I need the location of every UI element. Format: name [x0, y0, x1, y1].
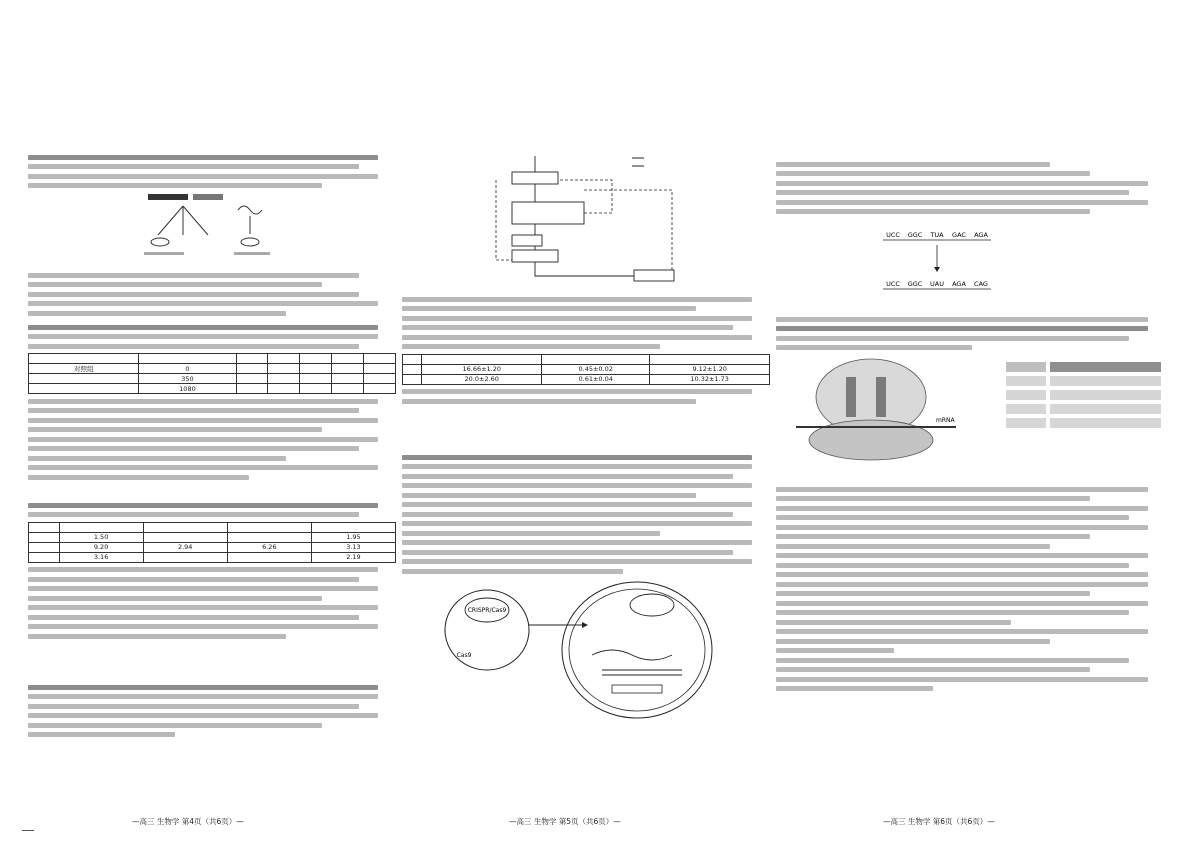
crispr-cas9-diagram: [432, 575, 752, 725]
question-20: [402, 450, 770, 578]
crispr-label: CRISPR/Cas9: [467, 607, 507, 614]
q17-cell: 350: [139, 374, 236, 384]
q17-cell: [29, 374, 139, 384]
q19-cell: 10.32±1.73: [650, 374, 770, 384]
codon-top: AGA: [974, 231, 988, 239]
q18-cell: 3.16: [59, 552, 143, 562]
q18-cell: [29, 542, 60, 552]
mrna-label: mRNA: [936, 417, 955, 424]
q17-cell: 0: [139, 364, 236, 374]
codon-bottom: UCC: [886, 280, 900, 288]
codon-bottom: CAG: [974, 280, 988, 288]
q19-flow-diagram: [482, 150, 712, 285]
question-21: [776, 312, 1168, 355]
q18-cell: [29, 552, 60, 562]
ribosome-figure: [786, 352, 966, 472]
q19-cell: 9.12±1.20: [650, 364, 770, 374]
codon-top: TUA: [930, 231, 944, 239]
q18-cell: [143, 552, 227, 562]
q17-cell: 1080: [139, 384, 236, 394]
page-6-footer: —高三 生物学 第6页（共6页）—: [883, 817, 995, 826]
q19-cell: 0.61±0.04: [542, 374, 650, 384]
q18-cell: [29, 532, 60, 542]
q18-cell: 1.50: [59, 532, 143, 542]
q17-cell: 对照组: [29, 364, 139, 374]
q18-table: [28, 522, 396, 563]
q18-cell: 3.13: [311, 542, 395, 552]
page-4: [28, 150, 396, 805]
q19-cell: 0.45±0.02: [542, 364, 650, 374]
q19-cell: 20.0±2.60: [422, 374, 542, 384]
codon-top: GAC: [952, 231, 966, 239]
sequence-diagram: [881, 227, 1001, 307]
page-5-footer: —高三 生物学 第5页（共6页）—: [509, 817, 621, 826]
question-17: [28, 320, 396, 484]
q19-subquestions: [402, 292, 770, 408]
codon-bottom: GGC: [907, 280, 923, 288]
q21-subquestions: [776, 482, 1168, 696]
q18-cell: 9.20: [59, 542, 143, 552]
codon-bottom: UAU: [930, 280, 944, 288]
q20-continued: [776, 157, 1168, 219]
q18-cell: 6.26: [227, 542, 311, 552]
q19-table: [402, 354, 770, 385]
q19-cell: [403, 364, 422, 374]
question-16: [28, 150, 396, 193]
figure-2: [1006, 362, 1161, 428]
codon-top: UCC: [886, 231, 900, 239]
q19-cell: 16.66±1.20: [422, 364, 542, 374]
question-18: [28, 498, 396, 643]
codon-bottom: AGA: [952, 280, 966, 288]
q18-cell: 1.95: [311, 532, 395, 542]
q16-diagram: [138, 190, 288, 260]
codon-top: GGC: [907, 231, 923, 239]
q17-table: [28, 353, 396, 394]
page-5: [402, 150, 770, 805]
page-6: [776, 157, 1168, 812]
q19-cell: [403, 374, 422, 384]
question-19: [28, 680, 396, 742]
q18-cell: [227, 552, 311, 562]
q16-options: [28, 268, 396, 320]
page-4-footer: —高三 生物学 第4页（共6页）—: [132, 817, 244, 826]
q18-cell: 2.94: [143, 542, 227, 552]
margin-mark: [22, 830, 34, 831]
q18-cell: [143, 532, 227, 542]
q17-cell: [29, 384, 139, 394]
q18-cell: 2.19: [311, 552, 395, 562]
q18-cell: [227, 532, 311, 542]
cas9-label: Cas9: [456, 652, 472, 659]
